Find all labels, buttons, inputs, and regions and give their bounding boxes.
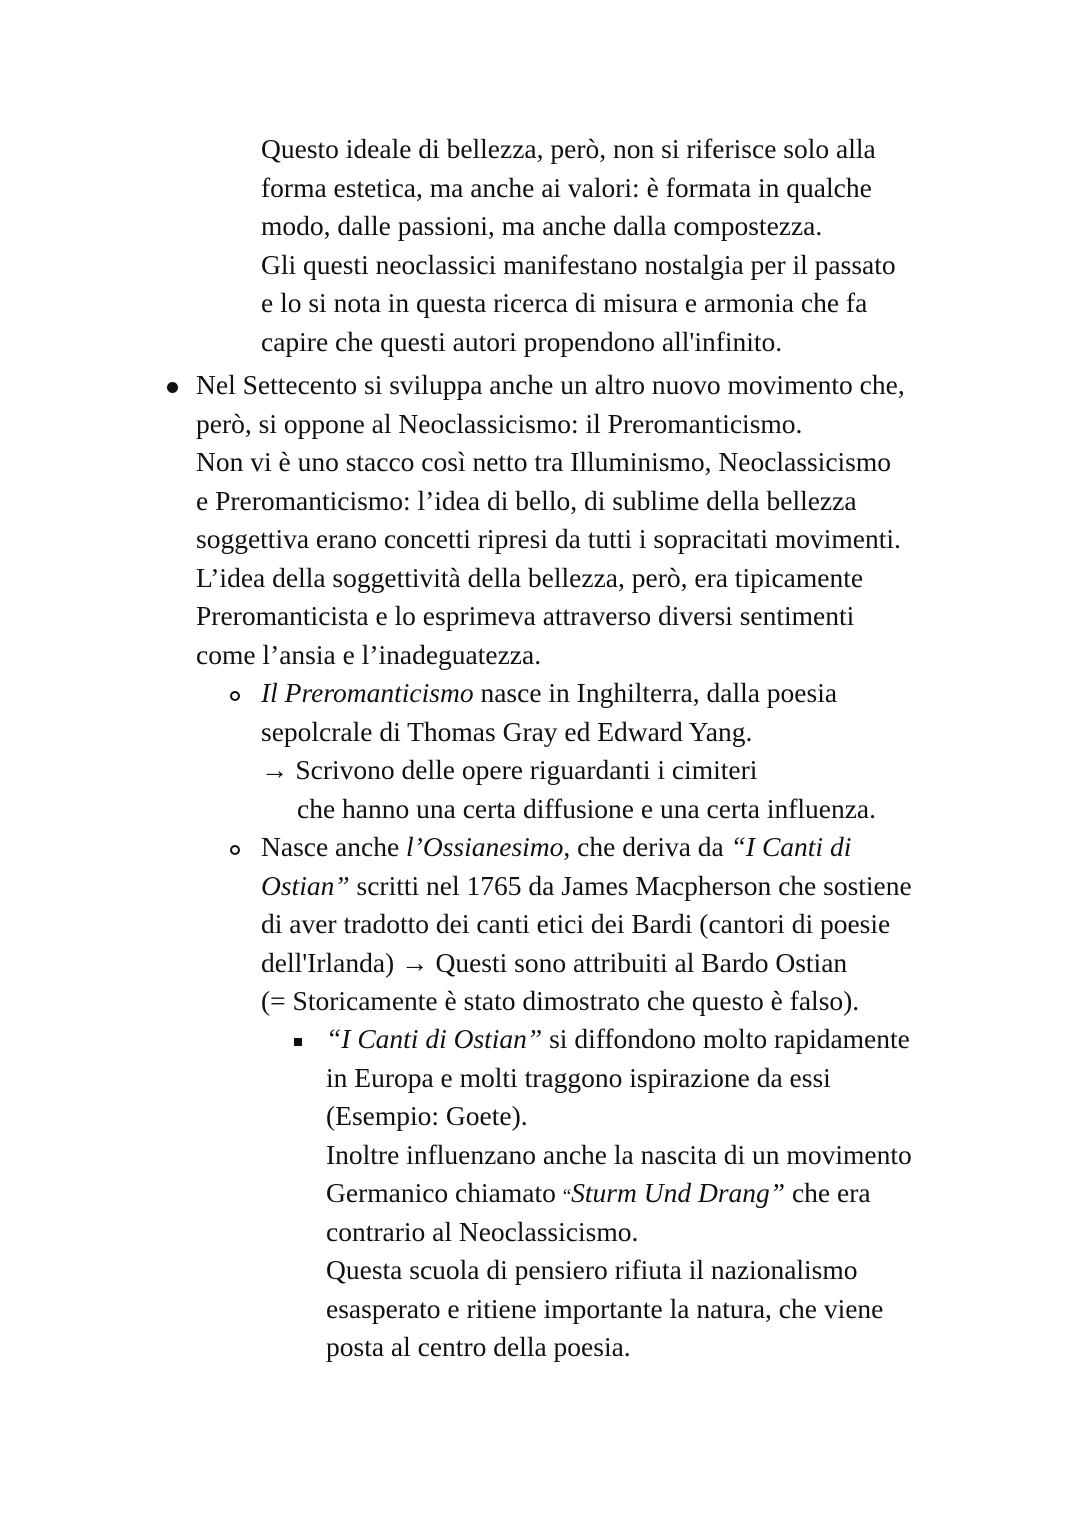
subsubitem-canti xyxy=(326,1020,912,1367)
italic-term: Il Preromanticismo xyxy=(261,677,474,708)
subsubitem-line: contrario al Neoclassicismo. xyxy=(326,1215,639,1247)
bullet-dot-icon xyxy=(167,366,178,405)
item-line: soggettiva erano concetti ripresi da tutti i sopracitati movimenti. xyxy=(196,523,901,554)
item-line: L’idea della soggettività della bellezza, però, era tipicamente xyxy=(196,561,864,593)
item-line: Non vi è uno stacco così netto tra Illuminismo, Neoclassicismo xyxy=(196,446,892,477)
subsubitem-text: si diffondono molto rapidamente xyxy=(542,1023,910,1054)
italic-title: “I Canti di Ostian” xyxy=(326,1023,543,1054)
subsubitem-text: Germanico chiamato xyxy=(326,1177,563,1208)
subitem-origin xyxy=(261,674,876,828)
item-line: però, si oppone al Neoclassicismo: il Preromanticismo. xyxy=(196,407,803,439)
intro-line: e lo si nota in questa ricerca di misura e armonia che fa xyxy=(261,287,868,318)
subitem-text: nasce in Inghilterra, dalla poesia xyxy=(473,677,838,708)
subitem-line xyxy=(261,867,912,906)
item-preromanticism xyxy=(196,366,905,674)
subitem-line: sepolcrale di Thomas Gray ed Edward Yang. xyxy=(261,715,753,747)
subsubitem-line: Questa scuola di pensiero rifiuta il nazionalismo xyxy=(326,1254,858,1285)
subsubitem-text: che era xyxy=(785,1177,871,1208)
subitem-line: che hanno una certa diffusione e una certa influenza. xyxy=(297,792,877,824)
subsubitem-line: Inoltre influenzano anche la nascita di un movimento xyxy=(326,1138,912,1170)
italic-title: Ostian” xyxy=(261,869,350,901)
quote-mark: “ xyxy=(562,1186,572,1207)
intro-line: forma estetica, ma anche ai valori: è formata in qualche xyxy=(261,171,872,203)
intro-line: Questo ideale di bellezza, però, non si riferisce solo alla xyxy=(261,133,876,164)
subitem-ossianism xyxy=(261,828,912,1021)
item-line: Nel Settecento si sviluppa anche un altro nuovo movimento che, xyxy=(196,369,905,400)
item-line: e Preromanticismo: l’idea di bello, di sublime della bellezza xyxy=(196,484,857,516)
bullet-circle-icon xyxy=(230,828,240,867)
subsubitem-line: (Esempio: Goete). xyxy=(326,1100,528,1131)
subitem-text: scritti nel 1765 da James Macpherson che sostiene xyxy=(349,869,912,901)
subsubitem-line: posta al centro della poesia. xyxy=(326,1331,631,1362)
item-line: come l’ansia e l’inadeguatezza. xyxy=(196,638,542,670)
italic-term: l’Ossianesimo xyxy=(406,831,564,862)
subitem-line: dell'Irlanda) → Questi sono attribuiti al Bardo Ostian xyxy=(261,946,848,978)
subsubitem-line: in Europa e molti traggono ispirazione da essi xyxy=(326,1061,831,1093)
bullet-square-icon xyxy=(294,1020,302,1059)
subsubitem-line xyxy=(326,1020,912,1059)
intro-paragraph xyxy=(261,130,896,361)
subitem-line: di aver tradotto dei canti etici dei Bardi (cantori di poesie xyxy=(261,908,891,939)
intro-line: capire che questi autori propendono all'infinito. xyxy=(261,325,783,357)
subsubitem-line xyxy=(326,1174,912,1213)
subsubitem-line: esasperato e ritiene importante la natura, che viene xyxy=(326,1292,884,1324)
subitem-line xyxy=(261,674,876,713)
subitem-line: (= Storicamente è stato dimostrato che questo è falso). xyxy=(261,985,860,1016)
intro-line: modo, dalle passioni, ma anche dalla compostezza. xyxy=(261,210,823,241)
intro-line: Gli questi neoclassici manifestano nostalgia per il passato xyxy=(261,248,896,280)
subitem-text: Nasce anche xyxy=(261,831,407,862)
subitem-text: , che deriva da xyxy=(563,831,731,862)
bullet-circle-icon xyxy=(230,674,240,713)
italic-title: Sturm Und Drang” xyxy=(571,1177,786,1208)
item-line: Preromanticista e lo esprimeva attraverso diversi sentimenti xyxy=(196,600,855,631)
subitem-line: → Scrivono delle opere riguardanti i cimiteri xyxy=(261,754,758,785)
italic-title: “I Canti di xyxy=(730,831,852,862)
subitem-line xyxy=(261,828,912,867)
